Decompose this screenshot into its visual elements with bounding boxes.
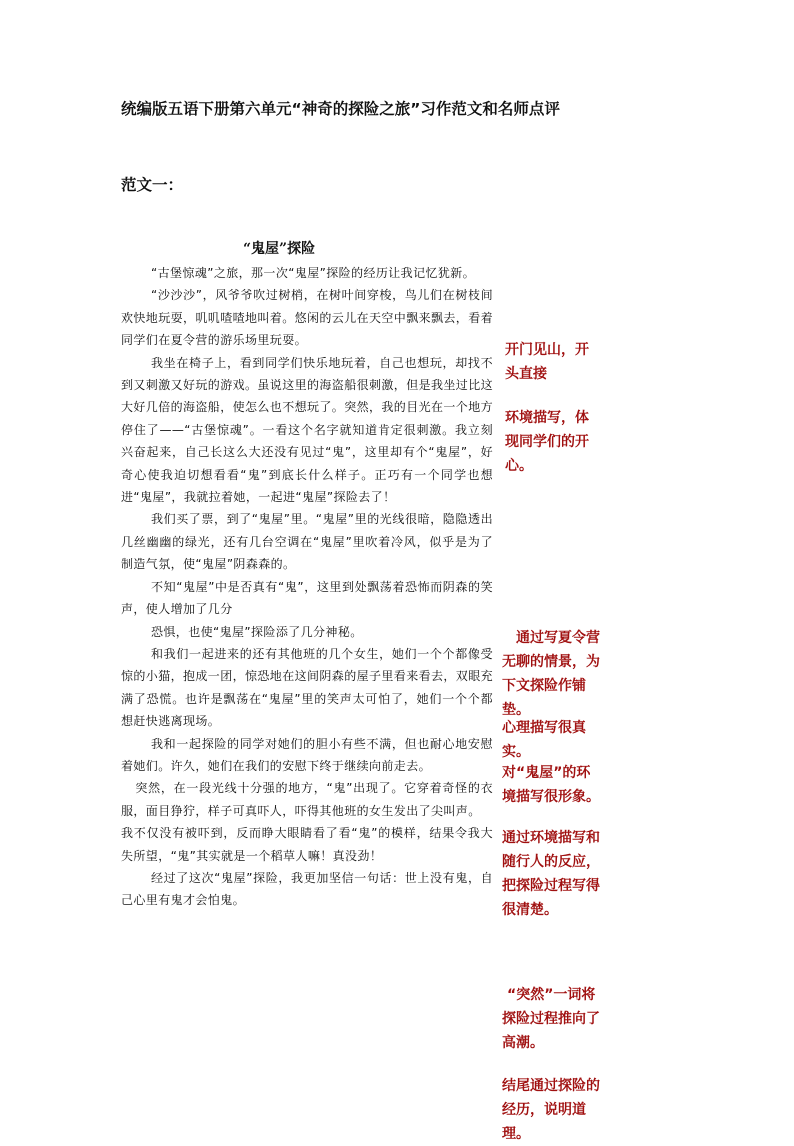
margin-comment: “突然”一词将探险过程推向了高潮。 — [502, 987, 600, 1051]
essay-body — [121, 262, 493, 912]
margin-comment: 心理描写很真实。 — [502, 720, 586, 760]
essay-title: “鬼屋”探险 — [243, 241, 316, 257]
document-title: 统编版五语下册第六单元“神奇的探险之旅”习作范文和名师点评 — [121, 100, 560, 118]
essay-paragraph: “沙沙沙”，风爷爷吹过树梢，在树叶间穿梭，鸟儿们在树枝间欢快地玩耍，叽叽喳喳地叫着。悠闲的云儿在天空中飘来飘去，看着同学们在夏令营的游乐场里玩耍。 — [121, 288, 494, 348]
essay-paragraph: 我和一起探险的同学对她们的胆小有些不满，但也耐心地安慰着她们。许久，她们在我们的安慰下终于继续向前走去。 — [121, 736, 493, 773]
essay-paragraph: 我坐在椅子上，看到同学们快乐地玩着，自己也想玩，却找不到又刺激又好玩的游戏。虽说这里的海盗船很刺激，但是我坐过比这大好几倍的海盗船，使怎么也不想玩了。突然，我的目光在一个地方停住了——“古堡惊魂”。一看这个名字就知道肯定很刺激。我立刻兴奋起来，自己长这么大还没有见过“鬼”，这里却有个“鬼屋”，好奇心使我迫切想看看“鬼”到底长什么样子。正巧有一个同学也想进“鬼屋”，我就拉着她，一起进“鬼屋”探险去了！ — [121, 355, 494, 505]
essay-paragraph: 恐惧，也使“鬼屋”探险添了几分神秘。 — [151, 624, 363, 639]
margin-comment: 开门见山，开头直接 — [505, 342, 589, 382]
section-label: 范文一： — [121, 176, 184, 194]
margin-comment: 通过写夏令营无聊的情景，为下文探险作铺垫。 — [502, 630, 600, 718]
essay-paragraph: 不知“鬼屋”中是否真有“鬼”，这里到处飘荡着恐怖而阴森的笑声，使人增加了几分 — [121, 579, 493, 617]
essay-paragraph: 我不仅没有被吓到，反而睁大眼睛看了看“鬼”的模样，结果令我大失所望，“鬼”其实就是一个稻草人嘛！真没劲！ — [121, 826, 493, 863]
margin-comment: 结尾通过探险的经历，说明道理。 — [502, 1078, 600, 1142]
margin-comment: 通过环境描写和随行人的反应，把探险过程写得很清楚。 — [502, 830, 600, 918]
margin-comment: 环境描写，体现同学们的开心。 — [505, 410, 589, 474]
essay-paragraph: 我们买了票，到了“鬼屋”里。“鬼屋”里的光线很暗，隐隐透出几丝幽幽的绿光，还有几台空调在“鬼屋”里吹着冷风，似乎是为了制造气氛，使“鬼屋”阴森森的。 — [121, 512, 493, 572]
margin-comment: 对“鬼屋”的环境描写很形象。 — [502, 765, 600, 805]
essay-paragraph: 突然，在一段光线十分强的地方，“鬼”出现了。它穿着奇怪的衣服，面目狰狞，样子可真吓人，吓得其他班的女生发出了尖叫声。 — [121, 781, 493, 818]
essay-paragraph: “古堡惊魂”之旅，那一次“鬼屋”探险的经历让我记忆犹新。 — [151, 266, 476, 280]
essay-paragraph: 和我们一起进来的还有其他班的几个女生，她们一个个都像受惊的小猫，抱成一团，惊恐地在这间阴森的屋子里看来看去，双眼充满了恐慌。也许是飘荡在“鬼屋”里的笑声太可怕了，她们一个个都想赶快逃离现场。 — [121, 646, 494, 729]
essay-paragraph: 经过了这次“鬼屋”探险，我更加坚信一句话：世上没有鬼，自己心里有鬼才会怕鬼。 — [121, 870, 493, 908]
